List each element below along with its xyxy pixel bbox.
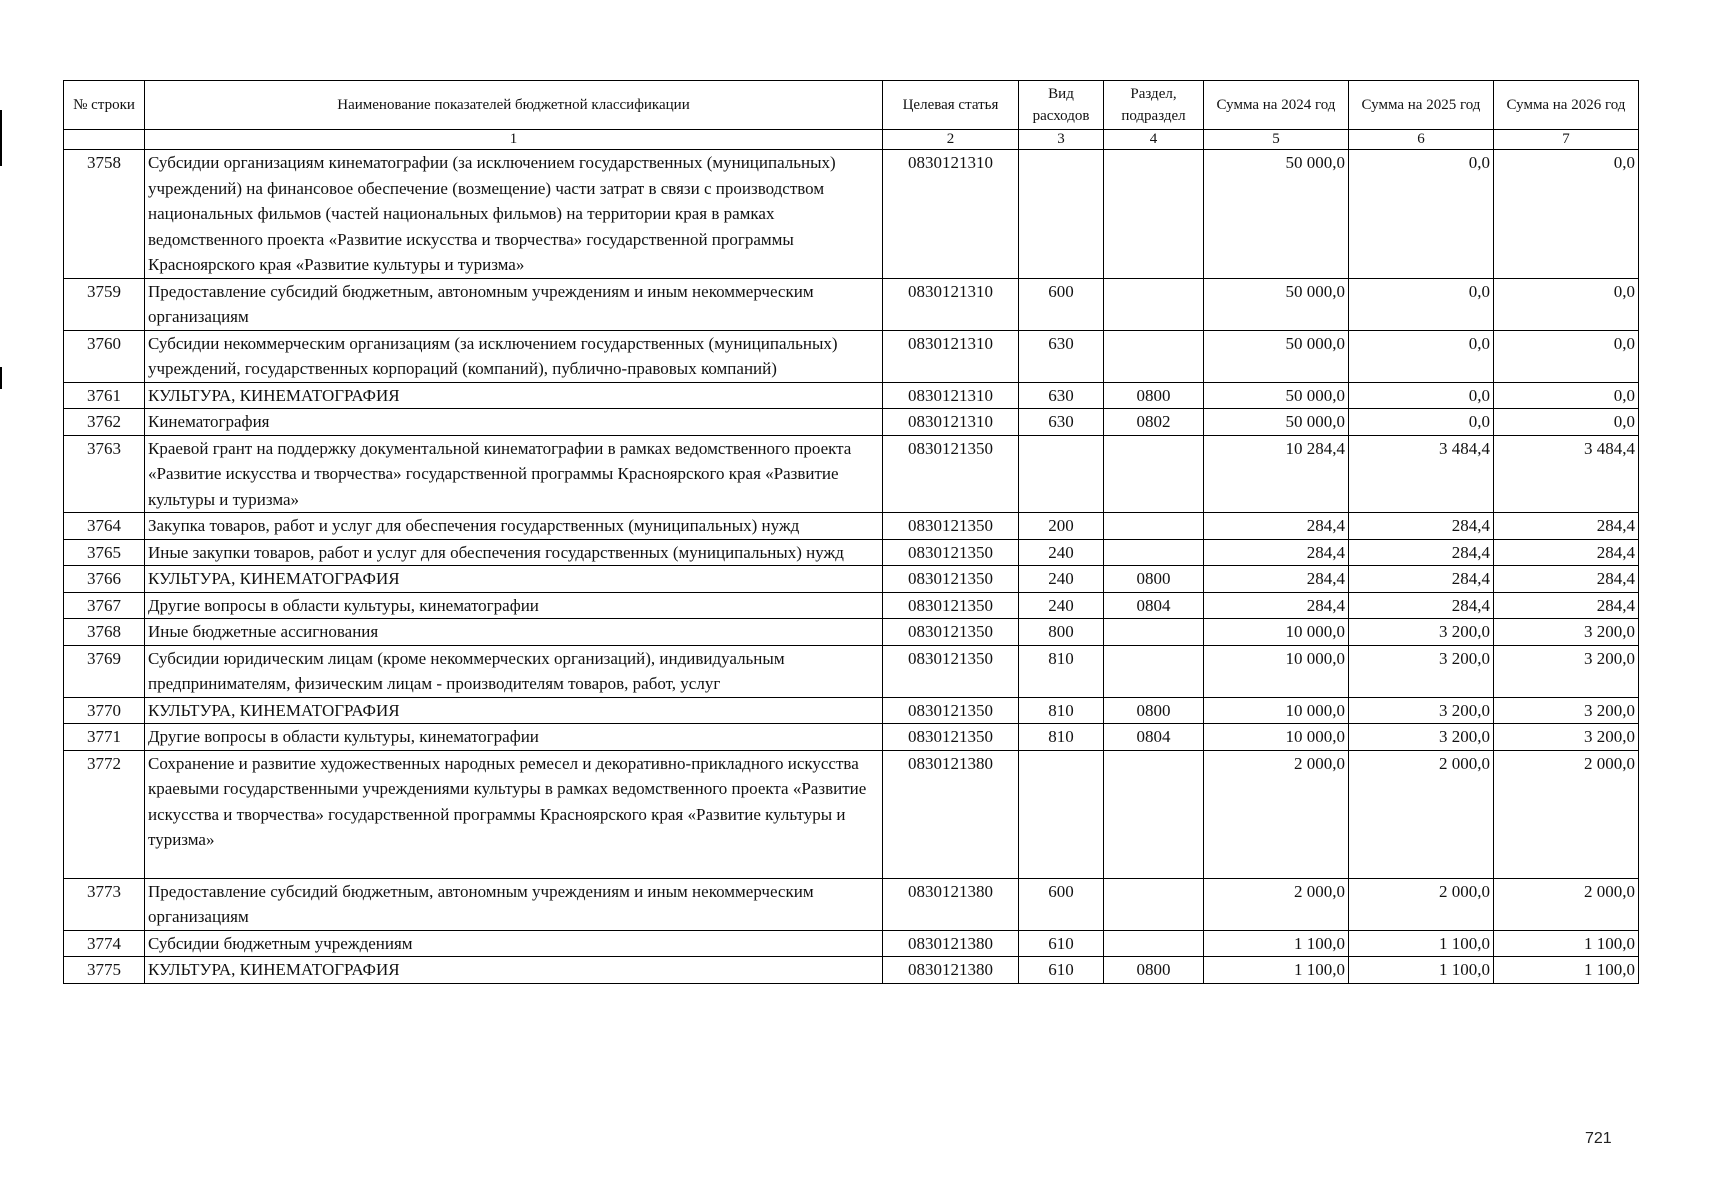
row-target-code: 0830121350 xyxy=(883,697,1019,724)
row-sum-2025: 284,4 xyxy=(1349,513,1494,540)
row-sum-2024: 10 000,0 xyxy=(1204,645,1349,697)
row-name: КУЛЬТУРА, КИНЕМАТОГРАФИЯ xyxy=(145,957,883,984)
row-number: 3761 xyxy=(64,382,145,409)
table-row xyxy=(64,592,1639,619)
row-expense-type xyxy=(1019,435,1104,513)
row-section xyxy=(1104,930,1204,957)
row-section: 0804 xyxy=(1104,724,1204,751)
row-expense-type: 240 xyxy=(1019,566,1104,593)
row-target-code: 0830121310 xyxy=(883,278,1019,330)
row-sum-2026: 0,0 xyxy=(1494,278,1639,330)
table-row xyxy=(64,278,1639,330)
row-number: 3774 xyxy=(64,930,145,957)
row-number: 3773 xyxy=(64,878,145,930)
row-expense-type: 240 xyxy=(1019,539,1104,566)
row-name: Иные бюджетные ассигнования xyxy=(145,619,883,646)
row-expense-type: 600 xyxy=(1019,878,1104,930)
row-sum-2025: 0,0 xyxy=(1349,382,1494,409)
row-target-code: 0830121310 xyxy=(883,330,1019,382)
table-row xyxy=(64,645,1639,697)
row-name: Другие вопросы в области культуры, кинематографии xyxy=(145,592,883,619)
row-number: 3764 xyxy=(64,513,145,540)
row-number: 3770 xyxy=(64,697,145,724)
row-sum-2026: 2 000,0 xyxy=(1494,878,1639,930)
row-section: 0800 xyxy=(1104,382,1204,409)
row-expense-type: 610 xyxy=(1019,930,1104,957)
row-sum-2026: 0,0 xyxy=(1494,409,1639,436)
row-name: Предоставление субсидий бюджетным, автономным учреждениям и иным некоммерческим организациям xyxy=(145,878,883,930)
row-name: Сохранение и развитие художественных народных ремесел и декоративно-прикладного искусства краевыми государственными учреждениями культуры в рамках ведомственного проекта «Развитие искусства и творчества» государственной программы Красноярского края «Развитие культуры и туризма» xyxy=(145,750,883,878)
row-expense-type: 630 xyxy=(1019,409,1104,436)
row-sum-2026: 0,0 xyxy=(1494,150,1639,279)
row-sum-2025: 0,0 xyxy=(1349,150,1494,279)
margin-mark xyxy=(0,367,2,389)
table-row xyxy=(64,957,1639,984)
page-number: 721 xyxy=(1585,1130,1612,1147)
row-target-code: 0830121350 xyxy=(883,645,1019,697)
row-name: КУЛЬТУРА, КИНЕМАТОГРАФИЯ xyxy=(145,566,883,593)
table-row xyxy=(64,513,1639,540)
row-sum-2026: 0,0 xyxy=(1494,330,1639,382)
row-section xyxy=(1104,278,1204,330)
row-expense-type: 610 xyxy=(1019,957,1104,984)
table-row xyxy=(64,750,1639,878)
row-section: 0800 xyxy=(1104,566,1204,593)
column-number-row xyxy=(64,130,1639,150)
row-expense-type: 810 xyxy=(1019,697,1104,724)
row-number: 3760 xyxy=(64,330,145,382)
table-row xyxy=(64,382,1639,409)
row-sum-2025: 3 200,0 xyxy=(1349,645,1494,697)
row-number: 3771 xyxy=(64,724,145,751)
row-sum-2024: 284,4 xyxy=(1204,539,1349,566)
row-number: 3769 xyxy=(64,645,145,697)
row-expense-type: 630 xyxy=(1019,330,1104,382)
row-sum-2024: 50 000,0 xyxy=(1204,409,1349,436)
table-row xyxy=(64,330,1639,382)
row-number: 3766 xyxy=(64,566,145,593)
row-sum-2025: 284,4 xyxy=(1349,566,1494,593)
header-row-no: № строки xyxy=(64,81,145,130)
header-sum-2025: Сумма на 2025 год xyxy=(1349,81,1494,130)
row-target-code: 0830121350 xyxy=(883,435,1019,513)
row-sum-2025: 284,4 xyxy=(1349,592,1494,619)
table-row xyxy=(64,409,1639,436)
row-sum-2026: 284,4 xyxy=(1494,592,1639,619)
row-section xyxy=(1104,435,1204,513)
row-sum-2026: 1 100,0 xyxy=(1494,957,1639,984)
row-number: 3765 xyxy=(64,539,145,566)
row-section: 0804 xyxy=(1104,592,1204,619)
row-number: 3763 xyxy=(64,435,145,513)
column-number: 1 xyxy=(145,130,883,150)
column-number: 3 xyxy=(1019,130,1104,150)
row-sum-2024: 50 000,0 xyxy=(1204,278,1349,330)
row-number: 3762 xyxy=(64,409,145,436)
row-target-code: 0830121350 xyxy=(883,566,1019,593)
table-row xyxy=(64,539,1639,566)
row-section xyxy=(1104,878,1204,930)
row-sum-2024: 50 000,0 xyxy=(1204,150,1349,279)
column-number: 6 xyxy=(1349,130,1494,150)
budget-table xyxy=(63,80,1639,984)
column-number: 5 xyxy=(1204,130,1349,150)
row-name: Другие вопросы в области культуры, кинематографии xyxy=(145,724,883,751)
row-name: Субсидии бюджетным учреждениям xyxy=(145,930,883,957)
row-target-code: 0830121380 xyxy=(883,878,1019,930)
row-expense-type: 240 xyxy=(1019,592,1104,619)
row-sum-2024: 284,4 xyxy=(1204,513,1349,540)
row-sum-2024: 1 100,0 xyxy=(1204,930,1349,957)
row-sum-2025: 1 100,0 xyxy=(1349,957,1494,984)
column-number xyxy=(64,130,145,150)
row-sum-2026: 3 200,0 xyxy=(1494,619,1639,646)
row-sum-2024: 1 100,0 xyxy=(1204,957,1349,984)
row-sum-2024: 50 000,0 xyxy=(1204,382,1349,409)
row-target-code: 0830121380 xyxy=(883,750,1019,878)
row-sum-2024: 50 000,0 xyxy=(1204,330,1349,382)
row-expense-type: 600 xyxy=(1019,278,1104,330)
column-number: 2 xyxy=(883,130,1019,150)
row-sum-2026: 284,4 xyxy=(1494,539,1639,566)
row-name: Субсидии юридическим лицам (кроме некоммерческих организаций), индивидуальным предпринимателям, физическим лицам - производителям товаров, работ, услуг xyxy=(145,645,883,697)
row-name: Кинематография xyxy=(145,409,883,436)
row-target-code: 0830121350 xyxy=(883,724,1019,751)
row-number: 3759 xyxy=(64,278,145,330)
row-sum-2026: 3 200,0 xyxy=(1494,645,1639,697)
row-sum-2025: 3 200,0 xyxy=(1349,697,1494,724)
row-sum-2025: 0,0 xyxy=(1349,278,1494,330)
row-number: 3772 xyxy=(64,750,145,878)
row-target-code: 0830121380 xyxy=(883,930,1019,957)
table-row xyxy=(64,435,1639,513)
header-razdel: Раздел, подраздел xyxy=(1104,81,1204,130)
row-sum-2025: 0,0 xyxy=(1349,330,1494,382)
row-section: 0800 xyxy=(1104,957,1204,984)
row-name: Субсидии некоммерческим организациям (за исключением государственных (муниципальных) учреждений, государственных корпораций (компаний), публично-правовых компаний) xyxy=(145,330,883,382)
row-sum-2026: 1 100,0 xyxy=(1494,930,1639,957)
row-expense-type: 810 xyxy=(1019,724,1104,751)
row-sum-2026: 284,4 xyxy=(1494,513,1639,540)
row-target-code: 0830121350 xyxy=(883,513,1019,540)
row-target-code: 0830121350 xyxy=(883,592,1019,619)
row-sum-2024: 10 284,4 xyxy=(1204,435,1349,513)
row-sum-2024: 10 000,0 xyxy=(1204,724,1349,751)
row-target-code: 0830121380 xyxy=(883,957,1019,984)
table-row xyxy=(64,619,1639,646)
row-name: Предоставление субсидий бюджетным, автономным учреждениям и иным некоммерческим организациям xyxy=(145,278,883,330)
row-sum-2025: 3 200,0 xyxy=(1349,724,1494,751)
row-name: Краевой грант на поддержку документальной кинематографии в рамках ведомственного проекта «Развитие искусства и творчества» государственной программы Красноярского края «Развитие культуры и туризма» xyxy=(145,435,883,513)
row-sum-2024: 2 000,0 xyxy=(1204,750,1349,878)
row-expense-type: 800 xyxy=(1019,619,1104,646)
row-section: 0802 xyxy=(1104,409,1204,436)
row-target-code: 0830121310 xyxy=(883,409,1019,436)
header-code: Целевая статья xyxy=(883,81,1019,130)
column-number: 7 xyxy=(1494,130,1639,150)
row-sum-2024: 284,4 xyxy=(1204,566,1349,593)
row-sum-2025: 284,4 xyxy=(1349,539,1494,566)
row-sum-2025: 2 000,0 xyxy=(1349,878,1494,930)
row-section xyxy=(1104,619,1204,646)
header-name: Наименование показателей бюджетной классификации xyxy=(145,81,883,130)
row-section xyxy=(1104,513,1204,540)
table-row xyxy=(64,566,1639,593)
table-row xyxy=(64,150,1639,279)
row-sum-2025: 3 484,4 xyxy=(1349,435,1494,513)
row-section xyxy=(1104,330,1204,382)
row-target-code: 0830121350 xyxy=(883,619,1019,646)
row-section: 0800 xyxy=(1104,697,1204,724)
row-number: 3775 xyxy=(64,957,145,984)
header-row xyxy=(64,81,1639,130)
row-sum-2026: 2 000,0 xyxy=(1494,750,1639,878)
row-name: Субсидии организациям кинематографии (за исключением государственных (муниципальных) учреждений) на финансовое обеспечение (возмещение) части затрат в связи с производством национальных фильмов (частей национальных фильмов) на территории края в рамках ведомственного проекта «Развитие искусства и творчества» государственной программы Красноярского края «Развитие культуры и туризма» xyxy=(145,150,883,279)
header-sum-2026: Сумма на 2026 год xyxy=(1494,81,1639,130)
row-section xyxy=(1104,539,1204,566)
row-number: 3767 xyxy=(64,592,145,619)
table-row xyxy=(64,930,1639,957)
column-number: 4 xyxy=(1104,130,1204,150)
row-target-code: 0830121310 xyxy=(883,150,1019,279)
row-expense-type xyxy=(1019,150,1104,279)
row-number: 3758 xyxy=(64,150,145,279)
margin-mark xyxy=(0,110,2,166)
row-sum-2026: 284,4 xyxy=(1494,566,1639,593)
header-vid: Вид расходов xyxy=(1019,81,1104,130)
row-target-code: 0830121350 xyxy=(883,539,1019,566)
row-section xyxy=(1104,645,1204,697)
row-sum-2026: 3 484,4 xyxy=(1494,435,1639,513)
row-target-code: 0830121310 xyxy=(883,382,1019,409)
row-sum-2024: 2 000,0 xyxy=(1204,878,1349,930)
row-sum-2026: 0,0 xyxy=(1494,382,1639,409)
row-name: Иные закупки товаров, работ и услуг для обеспечения государственных (муниципальных) нужд xyxy=(145,539,883,566)
row-sum-2025: 1 100,0 xyxy=(1349,930,1494,957)
row-expense-type: 630 xyxy=(1019,382,1104,409)
row-sum-2026: 3 200,0 xyxy=(1494,724,1639,751)
row-sum-2026: 3 200,0 xyxy=(1494,697,1639,724)
row-sum-2024: 10 000,0 xyxy=(1204,697,1349,724)
row-sum-2024: 284,4 xyxy=(1204,592,1349,619)
row-number: 3768 xyxy=(64,619,145,646)
row-expense-type: 810 xyxy=(1019,645,1104,697)
row-sum-2025: 3 200,0 xyxy=(1349,619,1494,646)
row-name: КУЛЬТУРА, КИНЕМАТОГРАФИЯ xyxy=(145,382,883,409)
row-section xyxy=(1104,750,1204,878)
header-sum-2024: Сумма на 2024 год xyxy=(1204,81,1349,130)
row-section xyxy=(1104,150,1204,279)
row-name: Закупка товаров, работ и услуг для обеспечения государственных (муниципальных) нужд xyxy=(145,513,883,540)
row-expense-type xyxy=(1019,750,1104,878)
row-expense-type: 200 xyxy=(1019,513,1104,540)
table-row xyxy=(64,697,1639,724)
row-name: КУЛЬТУРА, КИНЕМАТОГРАФИЯ xyxy=(145,697,883,724)
table-row xyxy=(64,724,1639,751)
row-sum-2024: 10 000,0 xyxy=(1204,619,1349,646)
row-sum-2025: 2 000,0 xyxy=(1349,750,1494,878)
row-sum-2025: 0,0 xyxy=(1349,409,1494,436)
table-row xyxy=(64,878,1639,930)
